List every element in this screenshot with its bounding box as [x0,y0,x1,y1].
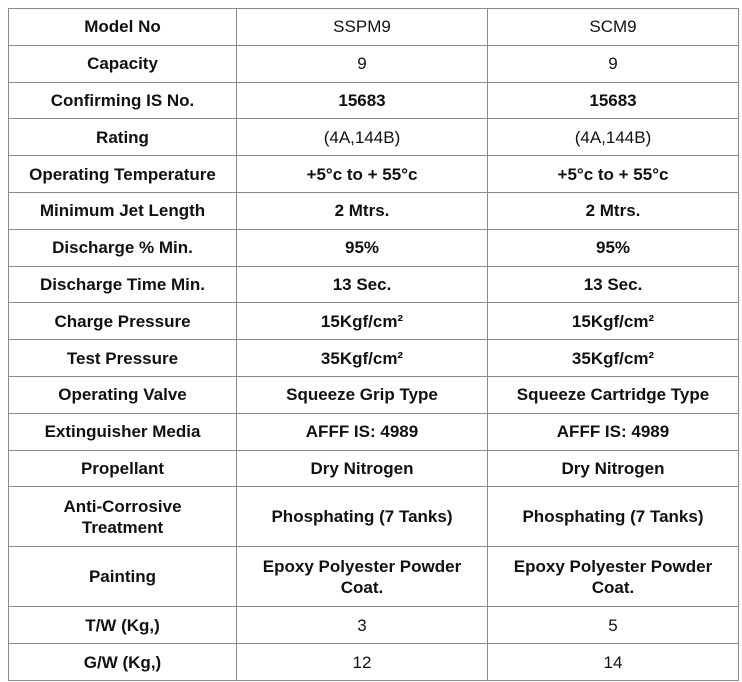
value-a: +5°c to + 55°c [237,156,488,193]
row-label [9,487,237,547]
value-b: AFFF IS: 4989 [488,413,739,450]
table-row-jet-length [9,192,739,229]
spec-table [8,8,739,681]
model-b-header: SCM9 [488,9,739,46]
value-a: AFFF IS: 4989 [237,413,488,450]
row-label: Operating Valve [9,376,237,413]
row-label: Discharge % Min. [9,229,237,266]
row-label: Extinguisher Media [9,413,237,450]
value-line: Coat. [591,577,635,597]
value-a: Dry Nitrogen [237,450,488,487]
row-label-line: Anti-Corrosive [63,496,182,516]
table-row-tw [9,607,739,644]
value-a [237,547,488,607]
value-b: 14 [488,644,739,681]
table-row-extinguisher-media [9,413,739,450]
value-b: 13 Sec. [488,266,739,303]
table-row-operating-valve [9,376,739,413]
row-label: Rating [9,119,237,156]
table-row-propellant [9,450,739,487]
row-label: Capacity [9,45,237,82]
value-line: Coat. [340,577,384,597]
table-row-discharge-time [9,266,739,303]
value-a: (4A,144B) [237,119,488,156]
value-b: 5 [488,607,739,644]
row-label: Model No [9,9,237,46]
value-line: Epoxy Polyester Powder [262,556,462,576]
value-b: Phosphating (7 Tanks) [488,487,739,547]
table-row-capacity [9,45,739,82]
table-row-rating [9,119,739,156]
value-a: Phosphating (7 Tanks) [237,487,488,547]
table-row-anti-corrosive [9,487,739,547]
value-b: 95% [488,229,739,266]
value-b: 15Kgf/cm² [488,303,739,340]
table-row-discharge-percent [9,229,739,266]
value-a: 2 Mtrs. [237,192,488,229]
value-a: 35Kgf/cm² [237,340,488,377]
value-a: 12 [237,644,488,681]
value-b: 35Kgf/cm² [488,340,739,377]
table-row-model [9,9,739,46]
value-line: Epoxy Polyester Powder [513,556,713,576]
table-row-gw [9,644,739,681]
value-b: (4A,144B) [488,119,739,156]
value-a: 9 [237,45,488,82]
row-label: Painting [9,547,237,607]
table-row-charge-pressure [9,303,739,340]
row-label: Charge Pressure [9,303,237,340]
value-b: 15683 [488,82,739,119]
value-a: 15683 [237,82,488,119]
value-b: +5°c to + 55°c [488,156,739,193]
value-b: Squeeze Cartridge Type [488,376,739,413]
table-row-is-no [9,82,739,119]
value-a: Squeeze Grip Type [237,376,488,413]
table-row-operating-temperature [9,156,739,193]
row-label: Discharge Time Min. [9,266,237,303]
table-row-test-pressure [9,340,739,377]
row-label: Confirming IS No. [9,82,237,119]
row-label: G/W (Kg,) [9,644,237,681]
value-a: 15Kgf/cm² [237,303,488,340]
value-b: Dry Nitrogen [488,450,739,487]
spec-table-container [8,8,738,681]
row-label: Test Pressure [9,340,237,377]
value-b [488,547,739,607]
row-label: T/W (Kg,) [9,607,237,644]
value-a: 3 [237,607,488,644]
value-a: 13 Sec. [237,266,488,303]
table-row-painting [9,547,739,607]
row-label: Propellant [9,450,237,487]
model-a-header: SSPM9 [237,9,488,46]
row-label: Minimum Jet Length [9,192,237,229]
row-label-line: Treatment [81,517,164,537]
value-b: 2 Mtrs. [488,192,739,229]
value-b: 9 [488,45,739,82]
value-a: 95% [237,229,488,266]
row-label: Operating Temperature [9,156,237,193]
